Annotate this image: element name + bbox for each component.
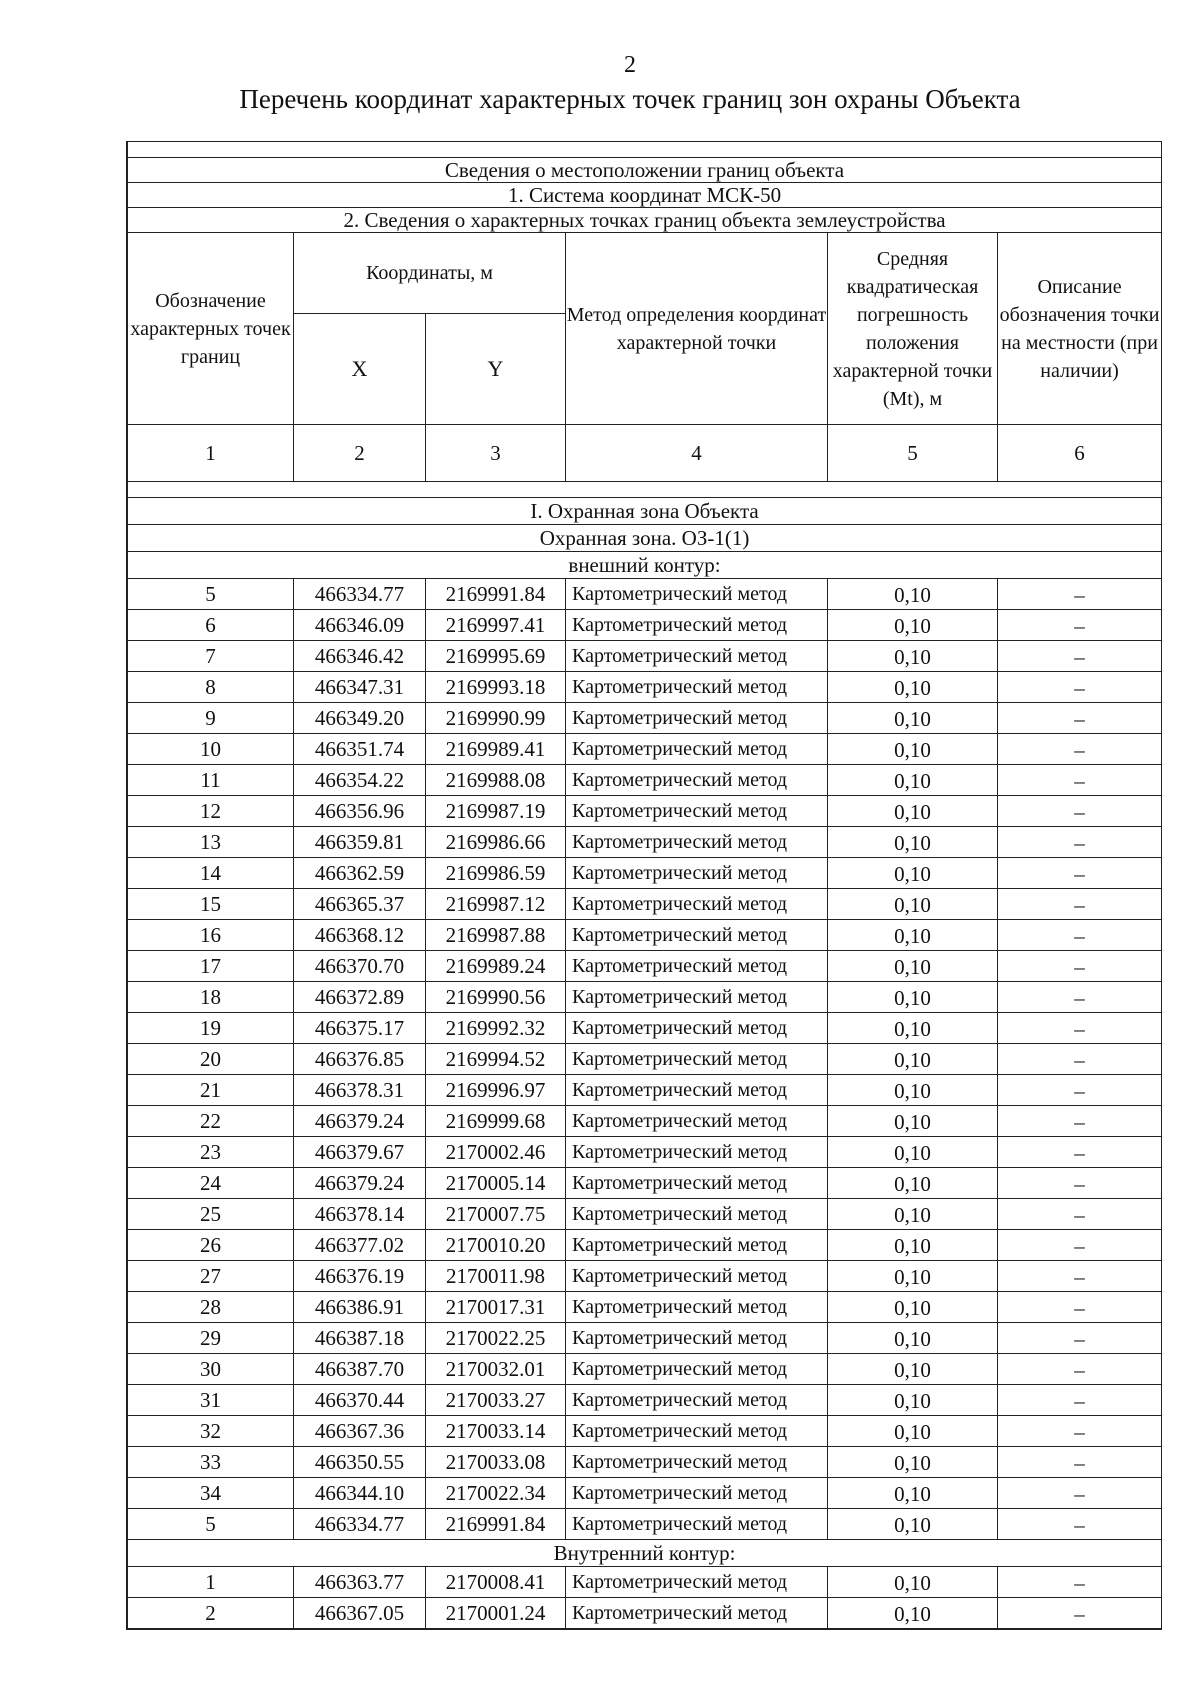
point-number: 31 [128, 1385, 294, 1416]
coord-x: 466379.24 [294, 1168, 426, 1199]
coordinate-system: 1. Система координат МСК-50 [128, 183, 1162, 208]
outer-contour-label: внешний контур: [128, 552, 1162, 579]
error-value: 0,10 [828, 703, 998, 734]
point-number: 2 [128, 1598, 294, 1629]
method: Картометрический метод [566, 641, 828, 672]
description: – [998, 827, 1162, 858]
point-number: 29 [128, 1323, 294, 1354]
description: – [998, 1292, 1162, 1323]
coord-y: 2170010.20 [426, 1230, 566, 1261]
error-value: 0,10 [828, 672, 998, 703]
method: Картометрический метод [566, 827, 828, 858]
method: Картометрический метод [566, 734, 828, 765]
error-value: 0,10 [828, 1567, 998, 1598]
method: Картометрический метод [566, 1385, 828, 1416]
table-row [128, 1044, 1162, 1075]
column-numbers-row [128, 425, 1162, 482]
table-row [128, 1075, 1162, 1106]
point-number: 1 [128, 1567, 294, 1598]
description: – [998, 641, 1162, 672]
description: – [998, 579, 1162, 610]
table-row [128, 610, 1162, 641]
column-number: 2 [294, 425, 426, 482]
point-number: 28 [128, 1292, 294, 1323]
table-row [128, 579, 1162, 610]
coord-y: 2169999.68 [426, 1106, 566, 1137]
description: – [998, 734, 1162, 765]
coord-x: 466347.31 [294, 672, 426, 703]
table-row [128, 982, 1162, 1013]
point-number: 7 [128, 641, 294, 672]
table-row [128, 1385, 1162, 1416]
point-number: 25 [128, 1199, 294, 1230]
description: – [998, 703, 1162, 734]
table-row [128, 951, 1162, 982]
coord-y: 2170022.34 [426, 1478, 566, 1509]
table-row [128, 1567, 1162, 1598]
coord-x: 466350.55 [294, 1447, 426, 1478]
point-number: 8 [128, 672, 294, 703]
point-number: 18 [128, 982, 294, 1013]
method: Картометрический метод [566, 765, 828, 796]
coord-x: 466365.37 [294, 889, 426, 920]
coord-x: 466370.44 [294, 1385, 426, 1416]
coord-x: 466386.91 [294, 1292, 426, 1323]
coord-y: 2170007.75 [426, 1199, 566, 1230]
point-number: 27 [128, 1261, 294, 1292]
method: Картометрический метод [566, 1567, 828, 1598]
method: Картометрический метод [566, 982, 828, 1013]
coord-x: 466376.85 [294, 1044, 426, 1075]
coord-x: 466351.74 [294, 734, 426, 765]
method: Картометрический метод [566, 1044, 828, 1075]
method: Картометрический метод [566, 920, 828, 951]
coord-x: 466356.96 [294, 796, 426, 827]
coord-x: 466368.12 [294, 920, 426, 951]
table-row [128, 1230, 1162, 1261]
method: Картометрический метод [566, 1013, 828, 1044]
coord-y: 2169992.32 [426, 1013, 566, 1044]
coord-y: 2169991.84 [426, 1509, 566, 1540]
description: – [998, 1230, 1162, 1261]
page-number: 2 [624, 52, 636, 78]
coord-y: 2170033.27 [426, 1385, 566, 1416]
description: – [998, 1478, 1162, 1509]
points-section-header: 2. Сведения о характерных точках границ объекта землеустройства [128, 208, 1162, 233]
description: – [998, 1044, 1162, 1075]
error-value: 0,10 [828, 1075, 998, 1106]
method: Картометрический метод [566, 1478, 828, 1509]
coord-x: 466359.81 [294, 827, 426, 858]
col-designation-header: Обозначение характерных точек границ [128, 233, 294, 425]
description: – [998, 610, 1162, 641]
coord-y: 2170017.31 [426, 1292, 566, 1323]
error-value: 0,10 [828, 920, 998, 951]
coord-y: 2170008.41 [426, 1567, 566, 1598]
coord-x: 466334.77 [294, 579, 426, 610]
table-row [128, 1168, 1162, 1199]
description: – [998, 1075, 1162, 1106]
coord-x: 466387.18 [294, 1323, 426, 1354]
table-row [128, 858, 1162, 889]
coord-y: 2170005.14 [426, 1168, 566, 1199]
error-value: 0,10 [828, 1106, 998, 1137]
table-row [128, 1447, 1162, 1478]
coord-y: 2170001.24 [426, 1598, 566, 1629]
coord-y: 2169990.56 [426, 982, 566, 1013]
coordinates-table [126, 141, 1162, 1630]
description: – [998, 1598, 1162, 1629]
column-number: 4 [566, 425, 828, 482]
description: – [998, 672, 1162, 703]
table-row [128, 1261, 1162, 1292]
method: Картометрический метод [566, 1137, 828, 1168]
point-number: 32 [128, 1416, 294, 1447]
error-value: 0,10 [828, 765, 998, 796]
coord-y: 2170033.08 [426, 1447, 566, 1478]
table-row [128, 889, 1162, 920]
method: Картометрический метод [566, 1075, 828, 1106]
point-number: 5 [128, 579, 294, 610]
table-row [128, 672, 1162, 703]
method: Картометрический метод [566, 796, 828, 827]
point-number: 24 [128, 1168, 294, 1199]
coord-y: 2170033.14 [426, 1416, 566, 1447]
description: – [998, 1354, 1162, 1385]
coord-x: 466376.19 [294, 1261, 426, 1292]
table-row [128, 1416, 1162, 1447]
error-value: 0,10 [828, 1013, 998, 1044]
table-row [128, 1354, 1162, 1385]
table-row [128, 1598, 1162, 1629]
coord-y: 2169989.41 [426, 734, 566, 765]
point-number: 16 [128, 920, 294, 951]
description: – [998, 1567, 1162, 1598]
method: Картометрический метод [566, 1106, 828, 1137]
description: – [998, 1447, 1162, 1478]
error-value: 0,10 [828, 1385, 998, 1416]
error-value: 0,10 [828, 734, 998, 765]
table-row [128, 734, 1162, 765]
table-row [128, 920, 1162, 951]
description: – [998, 1323, 1162, 1354]
point-number: 13 [128, 827, 294, 858]
inner-contour-label: Внутренний контур: [128, 1540, 1162, 1567]
table-row [128, 1013, 1162, 1044]
error-value: 0,10 [828, 1044, 998, 1075]
column-number: 3 [426, 425, 566, 482]
zone-subtitle: Охранная зона. ОЗ-1(1) [128, 525, 1162, 552]
coord-x: 466354.22 [294, 765, 426, 796]
coord-x: 466363.77 [294, 1567, 426, 1598]
description: – [998, 796, 1162, 827]
error-value: 0,10 [828, 858, 998, 889]
table-row [128, 1106, 1162, 1137]
coord-y: 2169986.66 [426, 827, 566, 858]
method: Картометрический метод [566, 610, 828, 641]
point-number: 34 [128, 1478, 294, 1509]
coord-x: 466378.14 [294, 1199, 426, 1230]
coord-y: 2169997.41 [426, 610, 566, 641]
table-row [128, 1478, 1162, 1509]
method: Картометрический метод [566, 1323, 828, 1354]
point-number: 21 [128, 1075, 294, 1106]
point-number: 10 [128, 734, 294, 765]
column-number: 5 [828, 425, 998, 482]
coord-y: 2169988.08 [426, 765, 566, 796]
point-number: 33 [128, 1447, 294, 1478]
description: – [998, 1509, 1162, 1540]
method: Картометрический метод [566, 579, 828, 610]
coord-y: 2169993.18 [426, 672, 566, 703]
coord-x: 466387.70 [294, 1354, 426, 1385]
coord-y: 2169989.24 [426, 951, 566, 982]
error-value: 0,10 [828, 641, 998, 672]
method: Картометрический метод [566, 1168, 828, 1199]
method: Картометрический метод [566, 1598, 828, 1629]
error-value: 0,10 [828, 796, 998, 827]
method: Картометрический метод [566, 1292, 828, 1323]
point-number: 5 [128, 1509, 294, 1540]
coord-x: 466367.36 [294, 1416, 426, 1447]
coord-y: 2169987.88 [426, 920, 566, 951]
table-top-spacer [128, 142, 1162, 158]
error-value: 0,10 [828, 1323, 998, 1354]
description: – [998, 1261, 1162, 1292]
coord-y: 2170022.25 [426, 1323, 566, 1354]
error-value: 0,10 [828, 1478, 998, 1509]
col-x-header: X [294, 314, 426, 425]
error-value: 0,10 [828, 1230, 998, 1261]
coord-x: 466349.20 [294, 703, 426, 734]
point-number: 23 [128, 1137, 294, 1168]
method: Картометрический метод [566, 1509, 828, 1540]
error-value: 0,10 [828, 889, 998, 920]
point-number: 14 [128, 858, 294, 889]
method: Картометрический метод [566, 1447, 828, 1478]
point-number: 30 [128, 1354, 294, 1385]
coord-y: 2169987.12 [426, 889, 566, 920]
description: – [998, 1106, 1162, 1137]
coord-y: 2169995.69 [426, 641, 566, 672]
table-row [128, 1199, 1162, 1230]
method: Картометрический метод [566, 858, 828, 889]
table-row [128, 827, 1162, 858]
coord-x: 466379.24 [294, 1106, 426, 1137]
method: Картометрический метод [566, 1354, 828, 1385]
description: – [998, 1416, 1162, 1447]
table-row [128, 641, 1162, 672]
col-error-header: Средняя квадратическая погрешность положения характерной точки (Mt), м [828, 233, 998, 425]
column-number: 6 [998, 425, 1162, 482]
error-value: 0,10 [828, 982, 998, 1013]
error-value: 0,10 [828, 1261, 998, 1292]
table-row [128, 1323, 1162, 1354]
method: Картометрический метод [566, 889, 828, 920]
coord-x: 466377.02 [294, 1230, 426, 1261]
error-value: 0,10 [828, 951, 998, 982]
method: Картометрический метод [566, 1199, 828, 1230]
table-row [128, 1509, 1162, 1540]
method: Картометрический метод [566, 1230, 828, 1261]
description: – [998, 1199, 1162, 1230]
error-value: 0,10 [828, 1509, 998, 1540]
method: Картометрический метод [566, 1416, 828, 1447]
description: – [998, 1168, 1162, 1199]
description: – [998, 889, 1162, 920]
error-value: 0,10 [828, 827, 998, 858]
coord-x: 466362.59 [294, 858, 426, 889]
point-number: 15 [128, 889, 294, 920]
point-number: 11 [128, 765, 294, 796]
coord-x: 466367.05 [294, 1598, 426, 1629]
table-row [128, 1292, 1162, 1323]
error-value: 0,10 [828, 1137, 998, 1168]
coord-x: 466344.10 [294, 1478, 426, 1509]
coord-y: 2169986.59 [426, 858, 566, 889]
description: – [998, 1137, 1162, 1168]
description: – [998, 920, 1162, 951]
point-number: 20 [128, 1044, 294, 1075]
coord-y: 2170032.01 [426, 1354, 566, 1385]
column-number: 1 [128, 425, 294, 482]
point-number: 6 [128, 610, 294, 641]
method: Картометрический метод [566, 951, 828, 982]
col-method-header: Метод определения координат характерной точки [566, 233, 828, 425]
coord-y: 2170011.98 [426, 1261, 566, 1292]
table-row [128, 703, 1162, 734]
error-value: 0,10 [828, 1292, 998, 1323]
coord-y: 2169996.97 [426, 1075, 566, 1106]
point-number: 26 [128, 1230, 294, 1261]
description: – [998, 982, 1162, 1013]
coord-x: 466346.09 [294, 610, 426, 641]
error-value: 0,10 [828, 1598, 998, 1629]
method: Картометрический метод [566, 672, 828, 703]
coord-y: 2169990.99 [426, 703, 566, 734]
point-number: 12 [128, 796, 294, 827]
coord-x: 466346.42 [294, 641, 426, 672]
point-number: 19 [128, 1013, 294, 1044]
error-value: 0,10 [828, 1416, 998, 1447]
description: – [998, 951, 1162, 982]
error-value: 0,10 [828, 1199, 998, 1230]
error-value: 0,10 [828, 1354, 998, 1385]
col-description-header: Описание обозначения точки на местности (при наличии) [998, 233, 1162, 425]
coord-x: 466372.89 [294, 982, 426, 1013]
point-number: 9 [128, 703, 294, 734]
table-row [128, 1137, 1162, 1168]
error-value: 0,10 [828, 1447, 998, 1478]
coord-x: 466378.31 [294, 1075, 426, 1106]
coord-y: 2169987.19 [426, 796, 566, 827]
description: – [998, 1013, 1162, 1044]
location-info-header: Сведения о местоположении границ объекта [128, 158, 1162, 183]
col-y-header: Y [426, 314, 566, 425]
coord-y: 2169994.52 [426, 1044, 566, 1075]
table-row [128, 796, 1162, 827]
error-value: 0,10 [828, 579, 998, 610]
description: – [998, 858, 1162, 889]
coord-y: 2170002.46 [426, 1137, 566, 1168]
document-title: Перечень координат характерных точек границ зон охраны Объекта [239, 84, 1021, 114]
description: – [998, 765, 1162, 796]
point-number: 17 [128, 951, 294, 982]
error-value: 0,10 [828, 1168, 998, 1199]
coord-x: 466370.70 [294, 951, 426, 982]
table-row [128, 765, 1162, 796]
point-number: 22 [128, 1106, 294, 1137]
coord-x: 466334.77 [294, 1509, 426, 1540]
coord-x: 466379.67 [294, 1137, 426, 1168]
coord-x: 466375.17 [294, 1013, 426, 1044]
coord-y: 2169991.84 [426, 579, 566, 610]
col-coords-header: Координаты, м [294, 233, 566, 314]
zone-title: I. Охранная зона Объекта [128, 498, 1162, 525]
method: Картометрический метод [566, 703, 828, 734]
error-value: 0,10 [828, 610, 998, 641]
description: – [998, 1385, 1162, 1416]
method: Картометрический метод [566, 1261, 828, 1292]
